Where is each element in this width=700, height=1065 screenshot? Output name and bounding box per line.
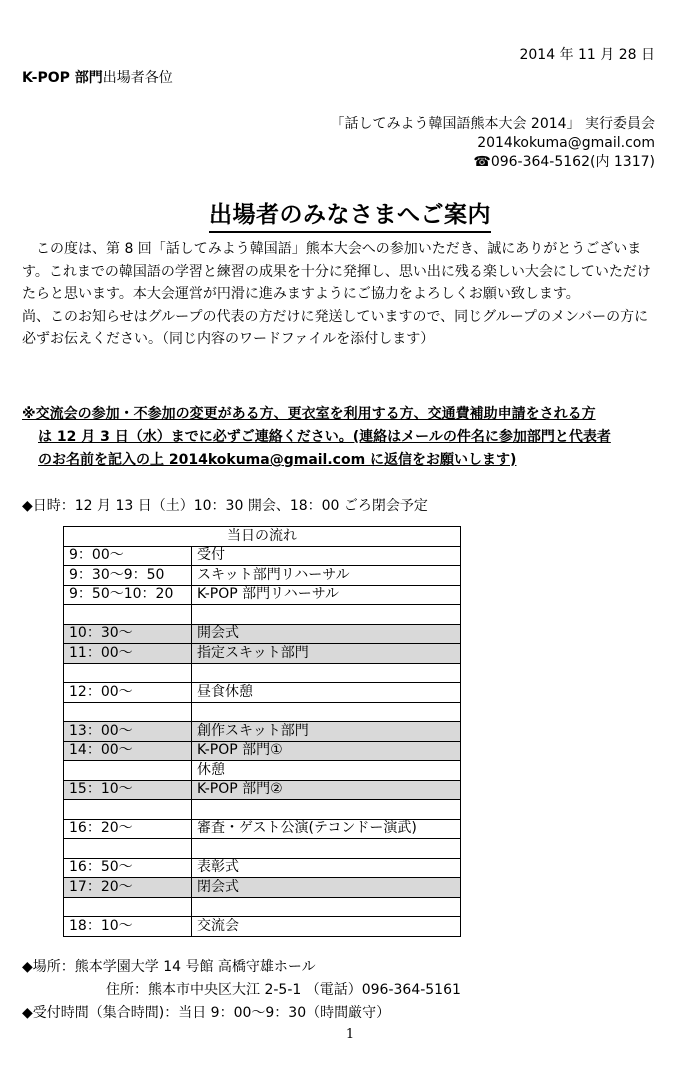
schedule-row (64, 839, 461, 859)
schedule-time: 16：50～ (64, 858, 192, 878)
schedule-event: 審査・ゲスト公演(テコンドー演武) (192, 819, 461, 839)
schedule-event: 受付 (192, 546, 461, 566)
schedule-time: 14：00～ (64, 741, 192, 761)
schedule-time (64, 839, 192, 859)
schedule-time (64, 605, 192, 625)
schedule-time (64, 897, 192, 917)
schedule-row (64, 683, 461, 703)
schedule-time: 17：20～ (64, 878, 192, 898)
schedule-row (64, 780, 461, 800)
schedule-row (64, 624, 461, 644)
schedule-event (192, 663, 461, 683)
schedule-time: 16：20～ (64, 819, 192, 839)
schedule-time (64, 663, 192, 683)
document-title: 出場者のみなさまへご案内 (209, 202, 491, 233)
document-title-block (0, 196, 700, 229)
schedule-event (192, 897, 461, 917)
sender-email: 2014kokuma@gmail.com (477, 135, 655, 151)
schedule-event: K-POP 部門② (192, 780, 461, 800)
schedule-time: 18：10～ (64, 917, 192, 937)
schedule-row (64, 722, 461, 742)
schedule-time (64, 702, 192, 722)
schedule-time: 11：00～ (64, 644, 192, 664)
schedule-time: 9：30～9：50 (64, 566, 192, 586)
schedule-event: 表彰式 (192, 858, 461, 878)
schedule-event: 開会式 (192, 624, 461, 644)
schedule-header-row (64, 527, 461, 547)
schedule-event: K-POP 部門① (192, 741, 461, 761)
sender-block (330, 115, 655, 172)
sender-phone: ☎096-364-5162(内 1317) (473, 154, 655, 170)
reception-time: ◆受付時間（集合時間)：当日 9：00～9：30（時間厳守） (22, 1005, 391, 1021)
schedule-row (64, 644, 461, 664)
schedule-event (192, 839, 461, 859)
schedule-event (192, 702, 461, 722)
schedule-time: 12：00～ (64, 683, 192, 703)
addressee-department: K-POP 部門 (22, 70, 103, 86)
notice-block (22, 403, 662, 472)
schedule-row (64, 761, 461, 781)
document-date: 2014 年 11 月 28 日 (519, 47, 655, 63)
schedule-time (64, 800, 192, 820)
schedule-row (64, 605, 461, 625)
schedule-event: 創作スキット部門 (192, 722, 461, 742)
schedule-row (64, 663, 461, 683)
schedule-row (64, 800, 461, 820)
schedule-time (64, 761, 192, 781)
schedule-event (192, 605, 461, 625)
schedule-row (64, 917, 461, 937)
schedule-time: 9：00～ (64, 546, 192, 566)
page-number: 1 (345, 1027, 355, 1042)
venue-place: ◆場所：熊本学園大学 14 号館 高橋守雄ホール (22, 959, 316, 975)
notice-line-3: のお名前を記入の上 2014kokuma@gmail.com に返信をお願いします) (38, 452, 517, 468)
schedule-event: 指定スキット部門 (192, 644, 461, 664)
intro-paragraph-2: 尚、このお知らせはグループの代表の方だけに発送していますので、同じグループのメンバーの方に必ずお伝えください。（同じ内容のワードファイルを添付します） (22, 308, 649, 347)
schedule-row (64, 878, 461, 898)
addressee (22, 67, 173, 87)
schedule-header: 当日の流れ (64, 527, 461, 547)
schedule-event: 休憩 (192, 761, 461, 781)
schedule-event: 閉会式 (192, 878, 461, 898)
schedule-event: 昼食休憩 (192, 683, 461, 703)
intro-paragraph-1: この度は、第 8 回「話してみよう韓国語」熊本大会への参加いただき、誠にありがとうございます。これまでの韓国語の学習と練習の成果を十分に発揮し、思い出に残る楽しい大会にしていただけたらと思います。本大会運営が円滑に進みますようにご協力をよろしくお願い致します。 (22, 241, 651, 302)
schedule-row (64, 858, 461, 878)
notice-line-1: ※交流会の参加・不参加の変更がある方、更衣室を利用する方、交通費補助申請をされる方 (22, 406, 596, 422)
notice-line-2: は 12 月 3 日（水）までに必ずご連絡ください。(連絡はメールの件名に参加部門と代表者 (38, 429, 611, 445)
schedule-row (64, 566, 461, 586)
addressee-rest: 出場者各位 (102, 70, 173, 86)
schedule-row (64, 585, 461, 605)
schedule-event: K-POP 部門リハーサル (192, 585, 461, 605)
schedule-time: 9：50～10：20 (64, 585, 192, 605)
schedule-row (64, 702, 461, 722)
intro-text (22, 238, 662, 351)
venue-address: 住所：熊本市中央区大江 2-5-1 （電話）096-364-5161 (106, 982, 461, 998)
schedule-event (192, 800, 461, 820)
schedule-event: 交流会 (192, 917, 461, 937)
event-datetime: ◆日時：12 月 13 日（土）10：30 開会、18：00 ごろ閉会予定 (22, 498, 428, 514)
schedule-time: 13：00～ (64, 722, 192, 742)
schedule-row (64, 819, 461, 839)
schedule-time: 15：10～ (64, 780, 192, 800)
schedule-time: 10：30～ (64, 624, 192, 644)
schedule-row (64, 546, 461, 566)
schedule-event: スキット部門リハーサル (192, 566, 461, 586)
sender-committee: 「話してみよう韓国語熊本大会 2014」 実行委員会 (330, 116, 655, 132)
schedule-table (63, 526, 461, 937)
schedule-row (64, 741, 461, 761)
schedule-row (64, 897, 461, 917)
